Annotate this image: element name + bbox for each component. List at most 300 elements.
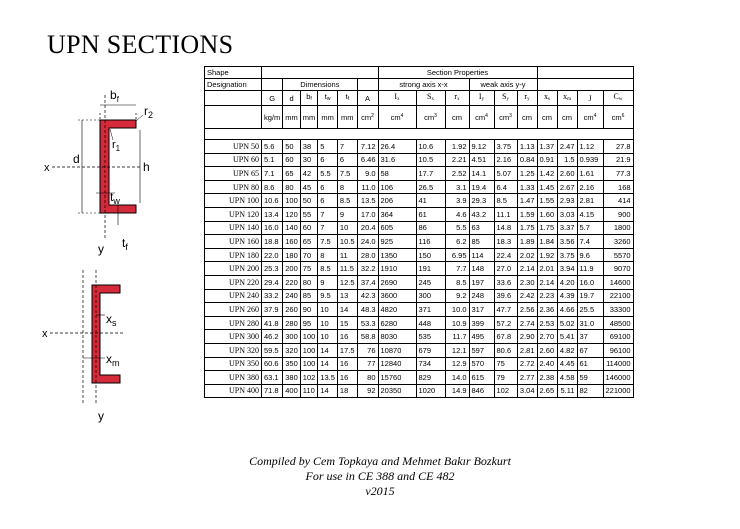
table-cell: 11.7 <box>445 330 469 344</box>
table-cell: 17.7 <box>416 167 445 181</box>
table-cell: 679 <box>416 343 445 357</box>
table-row <box>205 140 634 154</box>
table-cell: 75 <box>494 357 517 371</box>
label-bf: $b_f$ <box>110 88 119 104</box>
table-cell: 200 <box>283 262 301 276</box>
table-cell: 1.84 <box>537 235 557 249</box>
table-cell: 15 <box>337 316 357 330</box>
unit-header: $cm^4$ <box>378 106 416 129</box>
table-cell: 399 <box>469 316 494 330</box>
table-cell: 12.5 <box>337 275 357 289</box>
table-cell: 900 <box>603 207 633 221</box>
table-cell: 1.61 <box>577 167 603 181</box>
symbol-header: $C_w$ <box>603 91 633 106</box>
table-cell: 206 <box>378 194 416 208</box>
table-cell: 69100 <box>603 330 633 344</box>
table-cell: 3.1 <box>445 180 469 194</box>
shape-designation-cell: UPN 220 <box>205 275 262 289</box>
table-cell: 50 <box>283 140 301 154</box>
table-cell: 597 <box>469 343 494 357</box>
symbol-header: $b_f$ <box>300 91 318 106</box>
table-cell: 495 <box>469 330 494 344</box>
table-cell: 180 <box>283 248 301 262</box>
table-cell: 10.6 <box>262 194 283 208</box>
table-cell: 14.0 <box>445 371 469 385</box>
table-cell: 535 <box>416 330 445 344</box>
table-cell: 27.0 <box>494 262 517 276</box>
table-cell: 220 <box>283 275 301 289</box>
table-cell: 846 <box>469 384 494 398</box>
table-cell: 17.0 <box>357 207 378 221</box>
table-cell: 4.66 <box>557 303 577 317</box>
table-cell: 5570 <box>603 248 633 262</box>
table-cell: 160 <box>283 235 301 249</box>
table-row <box>205 194 634 208</box>
table-cell: 6 <box>318 180 338 194</box>
table-cell: 4820 <box>378 303 416 317</box>
table-cell: 37.4 <box>357 275 378 289</box>
table-cell: 14 <box>318 343 338 357</box>
table-cell: 60.6 <box>262 357 283 371</box>
table-cell: 63 <box>469 221 494 235</box>
unit-header: cm <box>537 106 557 129</box>
table-cell: 2.02 <box>517 248 537 262</box>
table-cell: 2.81 <box>577 194 603 208</box>
table-cell: 5.11 <box>557 384 577 398</box>
table-cell: 615 <box>469 371 494 385</box>
table-row <box>205 316 634 330</box>
table-cell: 47.7 <box>494 303 517 317</box>
dimensions-header: Dimensions <box>283 79 357 91</box>
table-cell: 6.4 <box>494 180 517 194</box>
page-title: UPN SECTIONS <box>47 30 234 59</box>
table-cell: 31.0 <box>577 316 603 330</box>
table-cell: 8.5 <box>318 262 338 276</box>
table-cell: 320 <box>283 343 301 357</box>
table-cell: 10 <box>318 316 338 330</box>
table-cell: 50 <box>300 194 318 208</box>
shape-designation-cell: UPN 140 <box>205 221 262 235</box>
table-cell: 12.9 <box>445 357 469 371</box>
table-cell: 100 <box>300 343 318 357</box>
shape-designation-cell: UPN 240 <box>205 289 262 303</box>
shape-designation-cell: UPN 350 <box>205 357 262 371</box>
table-cell: 18.3 <box>494 235 517 249</box>
table-cell: 18 <box>337 384 357 398</box>
table-cell: 14 <box>318 357 338 371</box>
top-section-diagram <box>44 88 153 256</box>
table-cell: 2.38 <box>537 371 557 385</box>
unit-header: mm <box>318 106 338 129</box>
table-cell: 80 <box>283 180 301 194</box>
table-cell: 10.0 <box>445 303 469 317</box>
table-cell: 19.4 <box>469 180 494 194</box>
table-cell: 2.30 <box>517 275 537 289</box>
table-cell: 76 <box>357 343 378 357</box>
table-cell: 60 <box>300 221 318 235</box>
table-cell: 30 <box>300 153 318 167</box>
table-cell: 37 <box>577 330 603 344</box>
table-cell: 7.5 <box>318 235 338 249</box>
table-cell: 300 <box>416 289 445 303</box>
table-cell: 63.1 <box>262 371 283 385</box>
table-cell: 1.92 <box>445 140 469 154</box>
table-cell: 2.60 <box>537 343 557 357</box>
label-y-bottom: y <box>98 409 104 423</box>
symbol-header: $x_m$ <box>557 91 577 106</box>
table-cell: 33.2 <box>262 289 283 303</box>
table-cell: 2.81 <box>517 343 537 357</box>
footer-line-2: For use in CE 388 and CE 482 <box>305 469 455 483</box>
table-cell: 2.70 <box>537 330 557 344</box>
table-cell: 1.59 <box>517 207 537 221</box>
table-cell: 2.52 <box>445 167 469 181</box>
label-r1: $r_1$ <box>112 139 121 153</box>
table-row <box>205 180 634 194</box>
symbol-header: $S_y$ <box>494 91 517 106</box>
table-cell: 14.8 <box>494 221 517 235</box>
shape-designation-cell: UPN 60 <box>205 153 262 167</box>
table-cell: 28.0 <box>357 248 378 262</box>
label-r2: $r_2$ <box>144 104 154 120</box>
table-cell: 6.2 <box>445 235 469 249</box>
table-cell: 191 <box>416 262 445 276</box>
table-row <box>205 221 634 235</box>
footer-line-3: v2015 <box>365 484 395 498</box>
table-cell: 120 <box>283 207 301 221</box>
table-cell: 148 <box>469 262 494 276</box>
table-cell: 1.55 <box>537 194 557 208</box>
table-cell: 5 <box>318 140 338 154</box>
table-cell: 46.2 <box>262 330 283 344</box>
table-cell: 32.2 <box>357 262 378 276</box>
table-cell: 16 <box>337 371 357 385</box>
table-cell: 9.12 <box>469 140 494 154</box>
table-cell: 9.6 <box>577 248 603 262</box>
table-cell: 20350 <box>378 384 416 398</box>
table-cell: 48.3 <box>357 303 378 317</box>
table-cell: 1.42 <box>537 167 557 181</box>
unit-header: $cm^3$ <box>494 106 517 129</box>
strong-axis-header: strong axis x-x <box>378 79 469 91</box>
table-cell: 10 <box>337 221 357 235</box>
table-cell: 77 <box>357 357 378 371</box>
table-cell: 20.4 <box>357 221 378 235</box>
table-cell: 7.4 <box>577 235 603 249</box>
table-cell: 2.60 <box>557 167 577 181</box>
table-cell: 5.5 <box>445 221 469 235</box>
table-cell: 77.3 <box>603 167 633 181</box>
table-cell: 2.56 <box>517 303 537 317</box>
table-cell: 2.23 <box>537 289 557 303</box>
table-cell: 71.8 <box>262 384 283 398</box>
symbol-header: $I_y$ <box>469 91 494 106</box>
table-cell: 79 <box>494 371 517 385</box>
table-cell: 245 <box>416 275 445 289</box>
table-cell: 14.9 <box>445 384 469 398</box>
symbol-header: $S_x$ <box>416 91 445 106</box>
table-cell: 12.1 <box>445 343 469 357</box>
shape-designation-cell: UPN 80 <box>205 180 262 194</box>
table-cell: 6280 <box>378 316 416 330</box>
table-cell: 15760 <box>378 371 416 385</box>
table-cell: 2.93 <box>557 194 577 208</box>
table-cell: 364 <box>378 207 416 221</box>
table-cell: 8.6 <box>262 180 283 194</box>
table-cell: 8.5 <box>337 194 357 208</box>
table-cell: 6 <box>318 194 338 208</box>
table-cell: 7.12 <box>357 140 378 154</box>
channel-section-bottom <box>92 285 120 383</box>
table-cell: 4.15 <box>577 207 603 221</box>
table-cell: 65 <box>300 235 318 249</box>
table-cell: 10 <box>318 330 338 344</box>
table-cell: 14 <box>337 303 357 317</box>
table-cell: 60 <box>283 153 301 167</box>
table-cell: 9 <box>318 275 338 289</box>
table-cell: 114 <box>469 248 494 262</box>
table-cell: 9.0 <box>357 167 378 181</box>
table-cell: 146000 <box>603 371 633 385</box>
table-cell: 42.3 <box>357 289 378 303</box>
shape-designation-cell: UPN 380 <box>205 371 262 385</box>
table-cell: 1.13 <box>517 140 537 154</box>
table-cell: 6 <box>318 153 338 167</box>
table-cell: 8.5 <box>445 275 469 289</box>
table-cell: 4.39 <box>557 289 577 303</box>
table-row <box>205 235 634 249</box>
table-cell: 26.5 <box>416 180 445 194</box>
shape-designation-cell: UPN 160 <box>205 235 262 249</box>
table-cell: 1.47 <box>517 194 537 208</box>
table-cell: 2.74 <box>517 316 537 330</box>
table-cell: 4.58 <box>557 371 577 385</box>
table-row <box>205 303 634 317</box>
table-cell: 0.84 <box>517 153 537 167</box>
table-cell: 221000 <box>603 384 633 398</box>
table-cell: 350 <box>283 357 301 371</box>
table-cell: 90 <box>300 303 318 317</box>
table-cell: 4.6 <box>445 207 469 221</box>
table-cell: 1.37 <box>537 140 557 154</box>
shape-designation-cell: UPN 300 <box>205 330 262 344</box>
table-cell: 3.37 <box>557 221 577 235</box>
table-cell: 21.9 <box>603 153 633 167</box>
table-cell: 9.2 <box>445 289 469 303</box>
unit-header: mm <box>300 106 318 129</box>
table-cell: 5.02 <box>557 316 577 330</box>
table-cell: 7 <box>337 140 357 154</box>
table-cell: 53.3 <box>357 316 378 330</box>
table-cell: 1.5 <box>557 153 577 167</box>
table-cell: 197 <box>469 275 494 289</box>
table-cell: 260 <box>283 303 301 317</box>
table-cell: 22100 <box>603 289 633 303</box>
table-cell: 19.7 <box>577 289 603 303</box>
bottom-section-diagram <box>42 270 125 423</box>
label-tf: $t_f$ <box>122 236 128 252</box>
symbol-header: $t_f$ <box>337 91 357 106</box>
table-cell: 116 <box>416 235 445 249</box>
table-cell: 8.5 <box>494 194 517 208</box>
table-cell: 22.4 <box>494 248 517 262</box>
table-row <box>205 275 634 289</box>
table-cell: 1.75 <box>537 221 557 235</box>
table-cell: 2.16 <box>494 153 517 167</box>
table-cell: 75 <box>300 262 318 276</box>
table-cell: 7.1 <box>262 167 283 181</box>
table-cell: 13.5 <box>357 194 378 208</box>
table-cell: 41 <box>416 194 445 208</box>
table-cell: 95 <box>300 316 318 330</box>
unit-header: cm <box>445 106 469 129</box>
table-cell: 16 <box>337 357 357 371</box>
table-cell: 80 <box>357 371 378 385</box>
table-cell: 300 <box>283 330 301 344</box>
table-cell: 16 <box>337 330 357 344</box>
label-d: d <box>73 152 80 166</box>
table-cell: 414 <box>603 194 633 208</box>
table-cell: 1.12 <box>577 140 603 154</box>
table-cell: 280 <box>283 316 301 330</box>
symbol-header: $t_w$ <box>318 91 338 106</box>
table-cell: 9.5 <box>318 289 338 303</box>
table-cell: 43.2 <box>469 207 494 221</box>
table-cell: 86 <box>416 221 445 235</box>
table-cell: 55 <box>300 207 318 221</box>
table-cell: 33.6 <box>494 275 517 289</box>
table-cell: 29.4 <box>262 275 283 289</box>
table-cell: 4.45 <box>557 357 577 371</box>
unit-header: cm <box>557 106 577 129</box>
shape-designation-cell: UPN 200 <box>205 262 262 276</box>
table-cell: 61 <box>416 207 445 221</box>
label-xs: $x_s$ <box>106 312 117 328</box>
table-cell: 41.8 <box>262 316 283 330</box>
table-cell: 829 <box>416 371 445 385</box>
table-cell: 31.6 <box>378 153 416 167</box>
table-cell: 10870 <box>378 343 416 357</box>
symbol-header: $r_x$ <box>445 91 469 106</box>
table-cell: 2690 <box>378 275 416 289</box>
table-cell: 3.75 <box>494 140 517 154</box>
shape-designation-cell: UPN 260 <box>205 303 262 317</box>
table-cell: 16.0 <box>262 221 283 235</box>
table-cell: 12840 <box>378 357 416 371</box>
table-cell: 1.89 <box>517 235 537 249</box>
table-cell: 3.03 <box>557 207 577 221</box>
section-figures <box>40 75 205 425</box>
symbol-header: $r_y$ <box>517 91 537 106</box>
table-cell: 17.5 <box>337 343 357 357</box>
footer-line-1: Compiled by Cem Topkaya and Mehmet Bakır Bozkurt <box>249 454 511 468</box>
shape-designation-cell: UPN 120 <box>205 207 262 221</box>
table-row <box>205 343 634 357</box>
table-cell: 11 <box>337 248 357 262</box>
table-row <box>205 207 634 221</box>
table-row <box>205 248 634 262</box>
table-row <box>205 153 634 167</box>
table-cell: 7 <box>318 221 338 235</box>
table-cell: 59.5 <box>262 343 283 357</box>
table-cell: 92 <box>357 384 378 398</box>
table-cell: 39.6 <box>494 289 517 303</box>
table-cell: 45 <box>300 180 318 194</box>
table-cell: 29.3 <box>469 194 494 208</box>
shape-designation-cell: UPN 100 <box>205 194 262 208</box>
table-cell: 9 <box>337 207 357 221</box>
table-cell: 1.25 <box>517 167 537 181</box>
table-cell: 448 <box>416 316 445 330</box>
table-cell: 61 <box>577 357 603 371</box>
footer-credits <box>180 454 580 499</box>
table-cell: 37.9 <box>262 303 283 317</box>
unit-header: mm <box>337 106 357 129</box>
table-cell: 5.6 <box>262 140 283 154</box>
table-cell: 16.0 <box>577 275 603 289</box>
table-cell: 2.14 <box>537 275 557 289</box>
table-cell: 0.939 <box>577 153 603 167</box>
table-cell: 3.9 <box>445 194 469 208</box>
table-cell: 11.5 <box>337 262 357 276</box>
table-cell: 2.01 <box>537 262 557 276</box>
table-cell: 4.82 <box>557 343 577 357</box>
table-cell: 1.45 <box>537 180 557 194</box>
table-cell: 70 <box>300 248 318 262</box>
table-cell: 13 <box>337 289 357 303</box>
table-cell: 24.0 <box>357 235 378 249</box>
label-xm: $x_m$ <box>106 352 120 368</box>
label-h: h <box>143 160 150 174</box>
table-cell: 570 <box>469 357 494 371</box>
table-cell: 11.1 <box>494 207 517 221</box>
table-cell: 110 <box>300 384 318 398</box>
table-cell: 1910 <box>378 262 416 276</box>
table-cell: 3.56 <box>557 235 577 249</box>
table-cell: 33300 <box>603 303 633 317</box>
table-cell: 2.40 <box>537 357 557 371</box>
table-cell: 10.5 <box>337 235 357 249</box>
symbol-header: $x_s$ <box>537 91 557 106</box>
table-cell: 0.91 <box>537 153 557 167</box>
table-cell: 10.5 <box>416 153 445 167</box>
table-cell: 10.9 <box>445 316 469 330</box>
table-cell: 59 <box>577 371 603 385</box>
table-cell: 106 <box>378 180 416 194</box>
table-cell: 4.20 <box>557 275 577 289</box>
label-x: x <box>44 162 50 174</box>
table-cell: 10 <box>318 303 338 317</box>
table-cell: 100 <box>300 357 318 371</box>
table-cell: 9070 <box>603 262 633 276</box>
table-cell: 2.77 <box>517 371 537 385</box>
table-cell: 2.67 <box>557 180 577 194</box>
table-cell: 42 <box>300 167 318 181</box>
table-cell: 2.65 <box>537 384 557 398</box>
symbol-header: d <box>283 91 301 106</box>
table-cell: 2.47 <box>557 140 577 154</box>
table-row <box>205 384 634 398</box>
table-cell: 6 <box>337 153 357 167</box>
table-cell: 102 <box>494 384 517 398</box>
unit-header: kg/m <box>262 106 283 129</box>
table-cell: 7.7 <box>445 262 469 276</box>
table-cell: 58 <box>378 167 416 181</box>
table-cell: 6.46 <box>357 153 378 167</box>
table-cell: 168 <box>603 180 633 194</box>
table-cell: 371 <box>416 303 445 317</box>
unit-header: mm <box>283 106 301 129</box>
